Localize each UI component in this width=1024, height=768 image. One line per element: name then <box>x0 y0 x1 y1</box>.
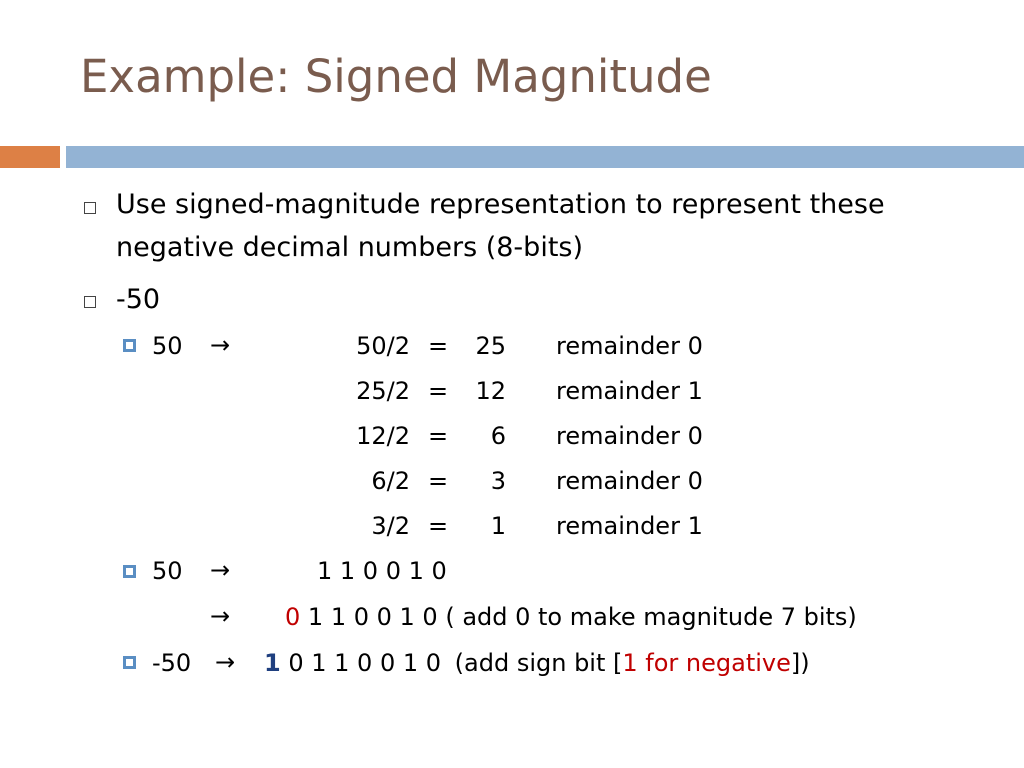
division-equals: = <box>428 422 449 450</box>
square-bullet-blue-icon <box>123 339 136 352</box>
division-remainder: remainder 1 <box>556 512 703 540</box>
signed-label: -50 <box>152 649 192 677</box>
division-expression: 6/2 <box>371 467 410 495</box>
division-result: 12 <box>475 377 506 405</box>
padded-bits: 1 1 0 0 1 0 <box>307 603 438 631</box>
division-result: 1 <box>490 512 506 540</box>
slide-title: Example: Signed Magnitude <box>80 50 712 103</box>
square-bullet-icon <box>84 296 96 308</box>
sign-note-suffix: ]) <box>790 649 810 677</box>
division-expression: 3/2 <box>371 512 410 540</box>
division-equals: = <box>428 467 449 495</box>
arrow-icon: → <box>215 648 236 676</box>
division-remainder: remainder 0 <box>556 467 703 495</box>
division-expression: 12/2 <box>356 422 410 450</box>
division-remainder: remainder 0 <box>556 332 703 360</box>
sign-bit: 1 <box>264 649 281 677</box>
signed-bits: 0 1 1 0 0 1 0 <box>288 649 442 677</box>
accent-bar-orange <box>0 146 60 168</box>
division-expression: 50/2 <box>356 332 410 360</box>
division-remainder: remainder 1 <box>556 377 703 405</box>
bullet-text-minus50: -50 <box>116 284 161 315</box>
bullet-text-line2: negative decimal numbers (8-bits) <box>116 232 584 263</box>
division-equals: = <box>428 377 449 405</box>
division-result: 25 <box>475 332 506 360</box>
division-result: 3 <box>490 467 506 495</box>
bullet-text-line1: Use signed-magnitude representation to represent these <box>116 189 885 220</box>
added-zero-bit: 0 <box>285 603 301 631</box>
division-start-number: 50 <box>152 332 183 360</box>
padded-note: ( add 0 to make magnitude 7 bits) <box>445 603 857 631</box>
division-equals: = <box>428 512 449 540</box>
square-bullet-blue-icon <box>123 565 136 578</box>
sign-note-prefix: (add sign bit [ <box>454 649 623 677</box>
division-result: 6 <box>490 422 506 450</box>
arrow-icon: → <box>210 556 231 584</box>
square-bullet-icon <box>84 202 96 214</box>
division-equals: = <box>428 332 449 360</box>
arrow-icon: → <box>210 331 231 359</box>
square-bullet-blue-icon <box>123 656 136 669</box>
arrow-icon: → <box>210 602 231 630</box>
accent-bar-blue <box>66 146 1024 168</box>
sign-note-highlight: 1 for negative <box>622 649 791 677</box>
division-remainder: remainder 0 <box>556 422 703 450</box>
binary-bits: 1 1 0 0 1 0 <box>317 557 447 585</box>
division-expression: 25/2 <box>356 377 410 405</box>
binary-label: 50 <box>152 557 183 585</box>
